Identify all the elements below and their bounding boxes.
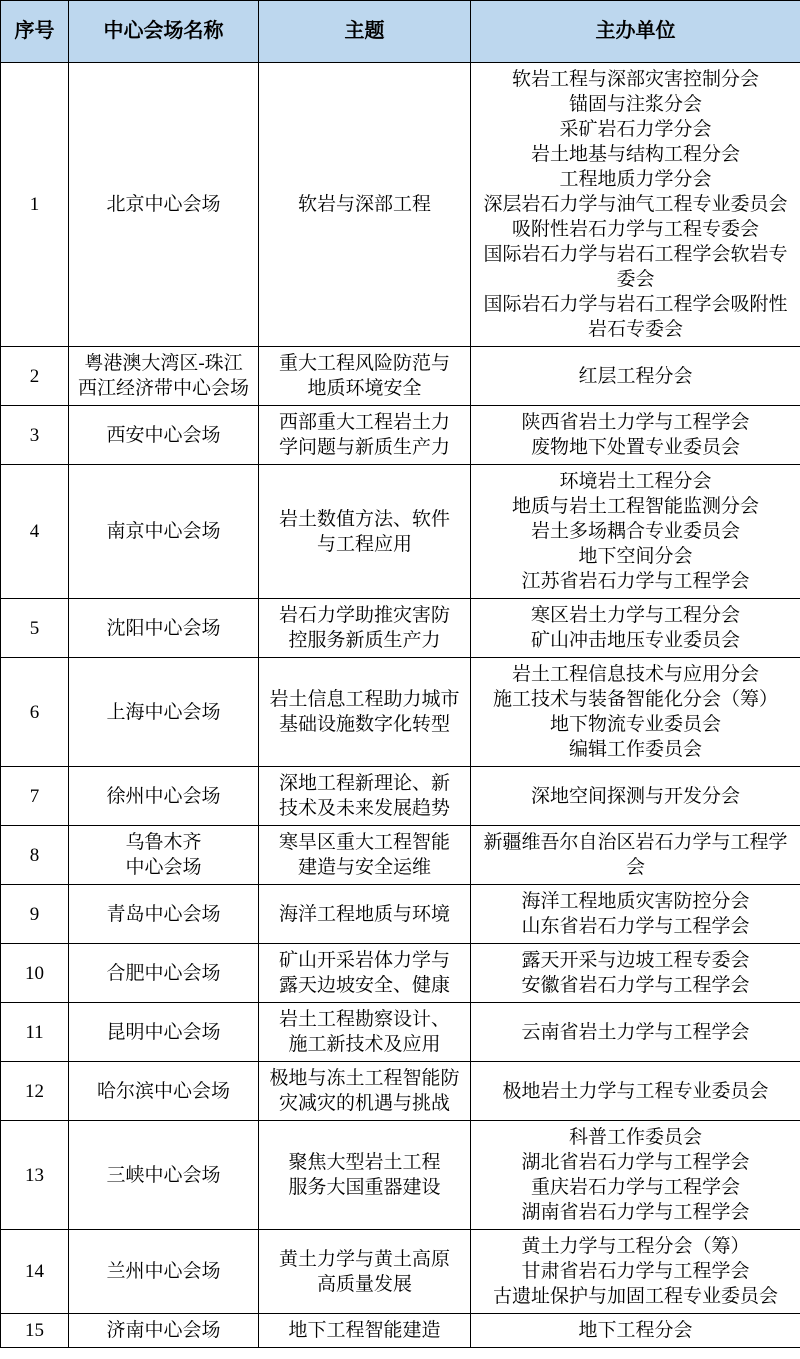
text-line: 岩石力学助推灾害防	[278, 605, 450, 626]
cell-theme	[259, 1003, 471, 1062]
text-line: 岩土地基与结构工程分会	[530, 144, 740, 165]
text-line: 北京中心会场	[106, 194, 221, 215]
cell-index	[1, 406, 69, 465]
cell-organizers	[471, 406, 800, 465]
text-line: 12	[25, 1080, 44, 1102]
cell-organizers	[471, 1230, 800, 1314]
text-line: 昆明中心会场	[106, 1021, 221, 1043]
text-line: 安徽省岩石力学与工程学会	[521, 975, 750, 996]
header-theme: 主题	[259, 1, 471, 63]
text-line: 基础设施数字化转型	[278, 714, 450, 735]
text-line: 山东省岩石力学与工程学会	[521, 916, 750, 937]
text-line: 矿山开采岩体力学与	[278, 950, 450, 971]
text-line: 江苏省岩石力学与工程学会	[521, 571, 750, 592]
text-line: 3	[29, 424, 40, 446]
text-line: 新疆维吾尔自治区岩石力学与工程学会	[483, 832, 788, 878]
cell-theme	[259, 885, 471, 944]
text-line: 沈阳中心会场	[106, 617, 221, 639]
text-line: 西安中心会场	[106, 424, 221, 446]
text-line: 地下工程分会	[578, 1320, 693, 1341]
text-line: 岩土多场耦合专业委员会	[530, 521, 740, 542]
text-line: 青岛中心会场	[106, 903, 221, 925]
text-line: 重大工程风险防范与	[278, 353, 450, 374]
text-line: 6	[29, 701, 40, 723]
text-line: 工程地质力学分会	[559, 169, 712, 190]
cell-organizers	[471, 599, 800, 658]
cell-index	[1, 465, 69, 599]
text-line: 学问题与新质生产力	[278, 437, 450, 458]
text-line: 露天开采与边坡工程专委会	[521, 950, 750, 971]
text-line: 5	[29, 617, 40, 639]
text-line: 软岩工程与深部灾害控制分会	[511, 69, 759, 90]
text-line: 海洋工程地质与环境	[278, 903, 450, 925]
cell-venue-name	[69, 826, 259, 885]
text-line: 控服务新质生产力	[288, 630, 441, 651]
cell-theme	[259, 1230, 471, 1314]
cell-theme	[259, 599, 471, 658]
text-line: 14	[25, 1261, 44, 1282]
text-line: 吸附性岩石力学与工程专委会	[511, 219, 759, 240]
text-line: 深层岩石力学与油气工程专业委员会	[483, 194, 788, 215]
table-row	[1, 599, 800, 658]
cell-venue-name	[69, 1062, 259, 1121]
text-line: 红层工程分会	[578, 365, 693, 387]
text-line: 4	[29, 521, 40, 542]
cell-venue-name	[69, 465, 259, 599]
cell-index	[1, 944, 69, 1003]
table-body	[1, 63, 800, 1348]
cell-venue-name	[69, 63, 259, 347]
table-row	[1, 658, 800, 767]
text-line: 地下工程智能建造	[288, 1320, 441, 1341]
text-line: 极地与冻土工程智能防	[269, 1068, 460, 1089]
text-line: 服务大国重器建设	[288, 1177, 441, 1198]
table-row	[1, 1062, 800, 1121]
text-line: 15	[25, 1320, 44, 1341]
table-row	[1, 1314, 800, 1348]
header-row	[1, 1, 800, 63]
text-line: 徐州中心会场	[106, 785, 221, 807]
text-line: 软岩与深部工程	[297, 194, 431, 215]
text-line: 极地岩土力学与工程专业委员会	[502, 1080, 769, 1102]
text-line: 地质与岩土工程智能监测分会	[511, 496, 759, 517]
cell-venue-name	[69, 658, 259, 767]
text-line: 西江经济带中心会场	[77, 378, 249, 399]
text-line: 锚固与注浆分会	[568, 94, 702, 115]
text-line: 1	[29, 194, 40, 215]
header-venue-name: 中心会场名称	[69, 1, 259, 63]
table-row	[1, 1121, 800, 1230]
cell-theme	[259, 767, 471, 826]
text-line: 科普工作委员会	[568, 1127, 702, 1148]
text-line: 国际岩石力学与岩石工程学会吸附性岩石专委会	[483, 294, 788, 340]
text-line: 13	[25, 1164, 44, 1186]
text-line: 地下物流专业委员会	[549, 714, 721, 735]
cell-theme	[259, 465, 471, 599]
cell-index	[1, 63, 69, 347]
cell-theme	[259, 944, 471, 1003]
cell-venue-name	[69, 885, 259, 944]
text-line: 聚焦大型岩土工程	[288, 1152, 441, 1173]
text-line: 国际岩石力学与岩石工程学会软岩专委会	[483, 244, 788, 290]
cell-index	[1, 1121, 69, 1230]
cell-theme	[259, 1314, 471, 1348]
cell-venue-name	[69, 406, 259, 465]
text-line: 岩土工程信息技术与应用分会	[511, 664, 759, 685]
text-line: 7	[29, 785, 40, 807]
text-line: 湖南省岩石力学与工程学会	[521, 1202, 750, 1223]
text-line: 深地工程新理论、新	[278, 773, 450, 794]
cell-index	[1, 1062, 69, 1121]
table-row	[1, 1230, 800, 1314]
text-line: 云南省岩土力学与工程学会	[521, 1021, 750, 1043]
cell-venue-name	[69, 1121, 259, 1230]
text-line: 环境岩土工程分会	[559, 471, 712, 492]
text-line: 古遗址保护与加固工程专业委员会	[492, 1286, 778, 1307]
text-line: 甘肃省岩石力学与工程学会	[521, 1261, 750, 1282]
text-line: 兰州中心会场	[106, 1261, 221, 1282]
cell-organizers	[471, 465, 800, 599]
cell-theme	[259, 826, 471, 885]
table-row	[1, 944, 800, 1003]
text-line: 矿山冲击地压专业委员会	[530, 630, 740, 651]
cell-organizers	[471, 1121, 800, 1230]
cell-index	[1, 658, 69, 767]
table-row	[1, 465, 800, 599]
cell-organizers	[471, 1314, 800, 1348]
text-line: 合肥中心会场	[106, 962, 221, 984]
cell-index	[1, 767, 69, 826]
text-line: 编辑工作委员会	[568, 739, 702, 760]
header-index: 序号	[1, 1, 69, 63]
cell-venue-name	[69, 347, 259, 406]
text-line: 粤港澳大湾区-珠江	[84, 353, 243, 374]
cell-index	[1, 826, 69, 885]
text-line: 中心会场	[125, 857, 202, 878]
text-line: 9	[29, 903, 40, 925]
cell-organizers	[471, 1062, 800, 1121]
cell-index	[1, 1314, 69, 1348]
cell-theme	[259, 63, 471, 347]
text-line: 10	[25, 962, 44, 984]
cell-index	[1, 1003, 69, 1062]
cell-index	[1, 1230, 69, 1314]
cell-organizers	[471, 347, 800, 406]
text-line: 黄土力学与黄土高原	[278, 1248, 450, 1270]
text-line: 黄土力学与工程分会（筹）	[521, 1236, 750, 1257]
cell-organizers	[471, 63, 800, 347]
cell-theme	[259, 347, 471, 406]
cell-theme	[259, 406, 471, 465]
table-row	[1, 767, 800, 826]
text-line: 地下空间分会	[578, 546, 693, 567]
cell-organizers	[471, 767, 800, 826]
text-line: 岩土信息工程助力城市	[269, 689, 460, 710]
text-line: 8	[29, 844, 40, 866]
table-row	[1, 347, 800, 406]
cell-venue-name	[69, 1230, 259, 1314]
header-organizer: 主办单位	[471, 1, 800, 63]
text-line: 灾减灾的机遇与挑战	[278, 1093, 450, 1114]
text-line: 乌鲁木齐	[125, 832, 202, 853]
text-line: 济南中心会场	[106, 1320, 221, 1341]
table-row	[1, 1003, 800, 1062]
text-line: 建造与安全运维	[297, 857, 431, 878]
text-line: 施工新技术及应用	[288, 1034, 441, 1055]
cell-index	[1, 885, 69, 944]
cell-venue-name	[69, 944, 259, 1003]
text-line: 11	[25, 1021, 44, 1043]
text-line: 废物地下处置专业委员会	[530, 437, 740, 458]
text-line: 寒区岩土力学与工程分会	[530, 605, 740, 626]
text-line: 寒旱区重大工程智能	[278, 832, 450, 853]
text-line: 岩土数值方法、软件	[278, 508, 450, 530]
cell-organizers	[471, 658, 800, 767]
text-line: 三峡中心会场	[106, 1164, 221, 1186]
text-line: 西部重大工程岩土力	[278, 412, 450, 433]
table-row	[1, 63, 800, 347]
text-line: 深地空间探测与开发分会	[530, 785, 740, 807]
table-row	[1, 406, 800, 465]
text-line: 湖北省岩石力学与工程学会	[521, 1152, 750, 1173]
cell-venue-name	[69, 767, 259, 826]
cell-venue-name	[69, 599, 259, 658]
text-line: 南京中心会场	[106, 521, 221, 542]
text-line: 采矿岩石力学分会	[559, 119, 712, 140]
text-line: 技术及未来发展趋势	[278, 798, 450, 819]
text-line: 施工技术与装备智能化分会（筹）	[492, 689, 778, 710]
text-line: 岩土工程勘察设计、	[278, 1009, 450, 1030]
text-line: 露天边坡安全、健康	[278, 975, 450, 996]
cell-organizers	[471, 1003, 800, 1062]
text-line: 与工程应用	[316, 533, 412, 555]
table-row	[1, 885, 800, 944]
cell-organizers	[471, 826, 800, 885]
cell-theme	[259, 658, 471, 767]
text-line: 海洋工程地质灾害防控分会	[521, 891, 750, 912]
text-line: 2	[29, 365, 40, 387]
cell-theme	[259, 1062, 471, 1121]
cell-index	[1, 599, 69, 658]
text-line: 哈尔滨中心会场	[96, 1080, 230, 1102]
cell-organizers	[471, 944, 800, 1003]
table-header	[1, 1, 800, 63]
text-line: 重庆岩石力学与工程学会	[530, 1177, 740, 1198]
table-row	[1, 826, 800, 885]
text-line: 上海中心会场	[106, 701, 221, 723]
cell-index	[1, 347, 69, 406]
cell-theme	[259, 1121, 471, 1230]
cell-venue-name	[69, 1314, 259, 1348]
cell-organizers	[471, 885, 800, 944]
text-line: 陕西省岩土力学与工程学会	[521, 412, 750, 433]
text-line: 地质环境安全	[307, 378, 422, 399]
text-line: 高质量发展	[316, 1273, 412, 1295]
cell-venue-name	[69, 1003, 259, 1062]
